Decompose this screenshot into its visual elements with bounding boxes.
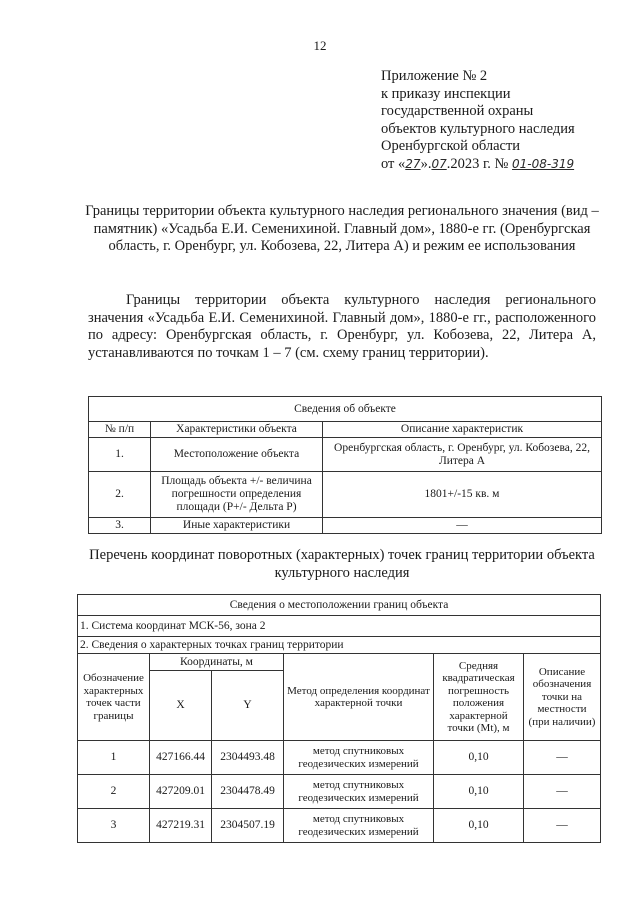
row-number: 2.	[89, 472, 151, 518]
table-row	[78, 741, 601, 775]
column-header: Характеристики объекта	[151, 422, 323, 438]
table-row	[89, 518, 602, 534]
point-desc: —	[524, 741, 601, 775]
column-header: Обозначение характерных точек части границы	[78, 654, 150, 741]
handwritten-day: 27	[405, 156, 421, 171]
row-name: Иные характеристики	[151, 518, 323, 534]
error: 0,10	[434, 775, 524, 809]
handwritten-order-number: 01-08-319	[512, 156, 575, 171]
column-header: № п/п	[89, 422, 151, 438]
date-sep: ».	[420, 155, 432, 172]
column-header: Координаты, м	[150, 654, 284, 671]
column-header: Метод определения координат характерной точки	[284, 654, 434, 741]
point-desc: —	[524, 775, 601, 809]
row-desc: —	[323, 518, 602, 534]
table-row	[89, 438, 602, 472]
table-caption: Сведения об объекте	[89, 397, 602, 422]
y-coordinate: 2304493.48	[212, 741, 284, 775]
error: 0,10	[434, 809, 524, 843]
coordinates-table	[77, 594, 601, 843]
coordinate-system: 1. Система координат МСК-56, зона 2	[78, 616, 601, 637]
method: метод спутниковых геодезических измерений	[284, 741, 434, 775]
appendix-line: объектов культурного наследия	[381, 120, 575, 137]
intro-paragraph: Границы территории объекта культурного наследия регионального значения «Усадьба Е.И. Семенихиной. Главный дом», 1880-е гг., расположенного по адресу: Оренбургская область, г. Оренбург, ул. Кобозева, 22, Литера А, устанавливаются по точкам 1 – 7 (см. схему границ территории).	[88, 292, 596, 361]
date-prefix: от «	[381, 155, 406, 172]
column-header: X	[150, 671, 212, 741]
subsection-title: 2. Сведения о характерных точках границ территории	[78, 637, 601, 654]
y-coordinate: 2304507.19	[212, 809, 284, 843]
row-name: Местоположение объекта	[151, 438, 323, 472]
column-header: Средняя квадратическая погрешность положения характерной точки (Mt), м	[434, 654, 524, 741]
table-caption: Сведения о местоположении границ объекта	[78, 595, 601, 616]
x-coordinate: 427166.44	[150, 741, 212, 775]
document-title: Границы территории объекта культурного наследия регионального значения (вид – памятник) «Усадьба Е.И. Семенихиной. Главный дом», 1880-е гг. (Оренбургская область, г. Оренбург, ул. Кобозева, 22, Литера А) и режим ее использования	[85, 203, 599, 254]
page-number: 12	[313, 38, 327, 53]
method: метод спутниковых геодезических измерений	[284, 775, 434, 809]
point-id: 3	[78, 809, 150, 843]
y-coordinate: 2304478.49	[212, 775, 284, 809]
table-row	[78, 809, 601, 843]
row-desc: Оренбургская область, г. Оренбург, ул. Кобозева, 22, Литера А	[323, 438, 602, 472]
date-year: .2023 г. №	[446, 155, 509, 172]
table-row	[78, 775, 601, 809]
x-coordinate: 427219.31	[150, 809, 212, 843]
handwritten-month: 07	[431, 156, 447, 171]
x-coordinate: 427209.01	[150, 775, 212, 809]
column-header: Описание характеристик	[323, 422, 602, 438]
row-number: 3.	[89, 518, 151, 534]
point-id: 1	[78, 741, 150, 775]
column-header: Описание обозначения точки на местности (при наличии)	[524, 654, 601, 741]
appendix-line: к приказу инспекции	[381, 85, 511, 102]
table-row	[89, 472, 602, 518]
appendix-line: Оренбургской области	[381, 138, 521, 154]
method: метод спутниковых геодезических измерений	[284, 809, 434, 843]
appendix-block	[381, 68, 575, 173]
point-id: 2	[78, 775, 150, 809]
object-info-table	[88, 396, 602, 534]
appendix-date-line	[381, 156, 575, 174]
column-header: Y	[212, 671, 284, 741]
point-desc: —	[524, 809, 601, 843]
row-name: Площадь объекта +/- величина погрешности определения площади (Р+/- Дельта Р)	[151, 472, 323, 518]
appendix-line: Приложение № 2	[381, 68, 488, 84]
row-number: 1.	[89, 438, 151, 472]
section-title: Перечень координат поворотных (характерных) точек границ территории объекта культурного наследия	[89, 547, 595, 581]
appendix-line: государственной охраны	[381, 103, 534, 119]
row-desc: 1801+/-15 кв. м	[323, 472, 602, 518]
error: 0,10	[434, 741, 524, 775]
